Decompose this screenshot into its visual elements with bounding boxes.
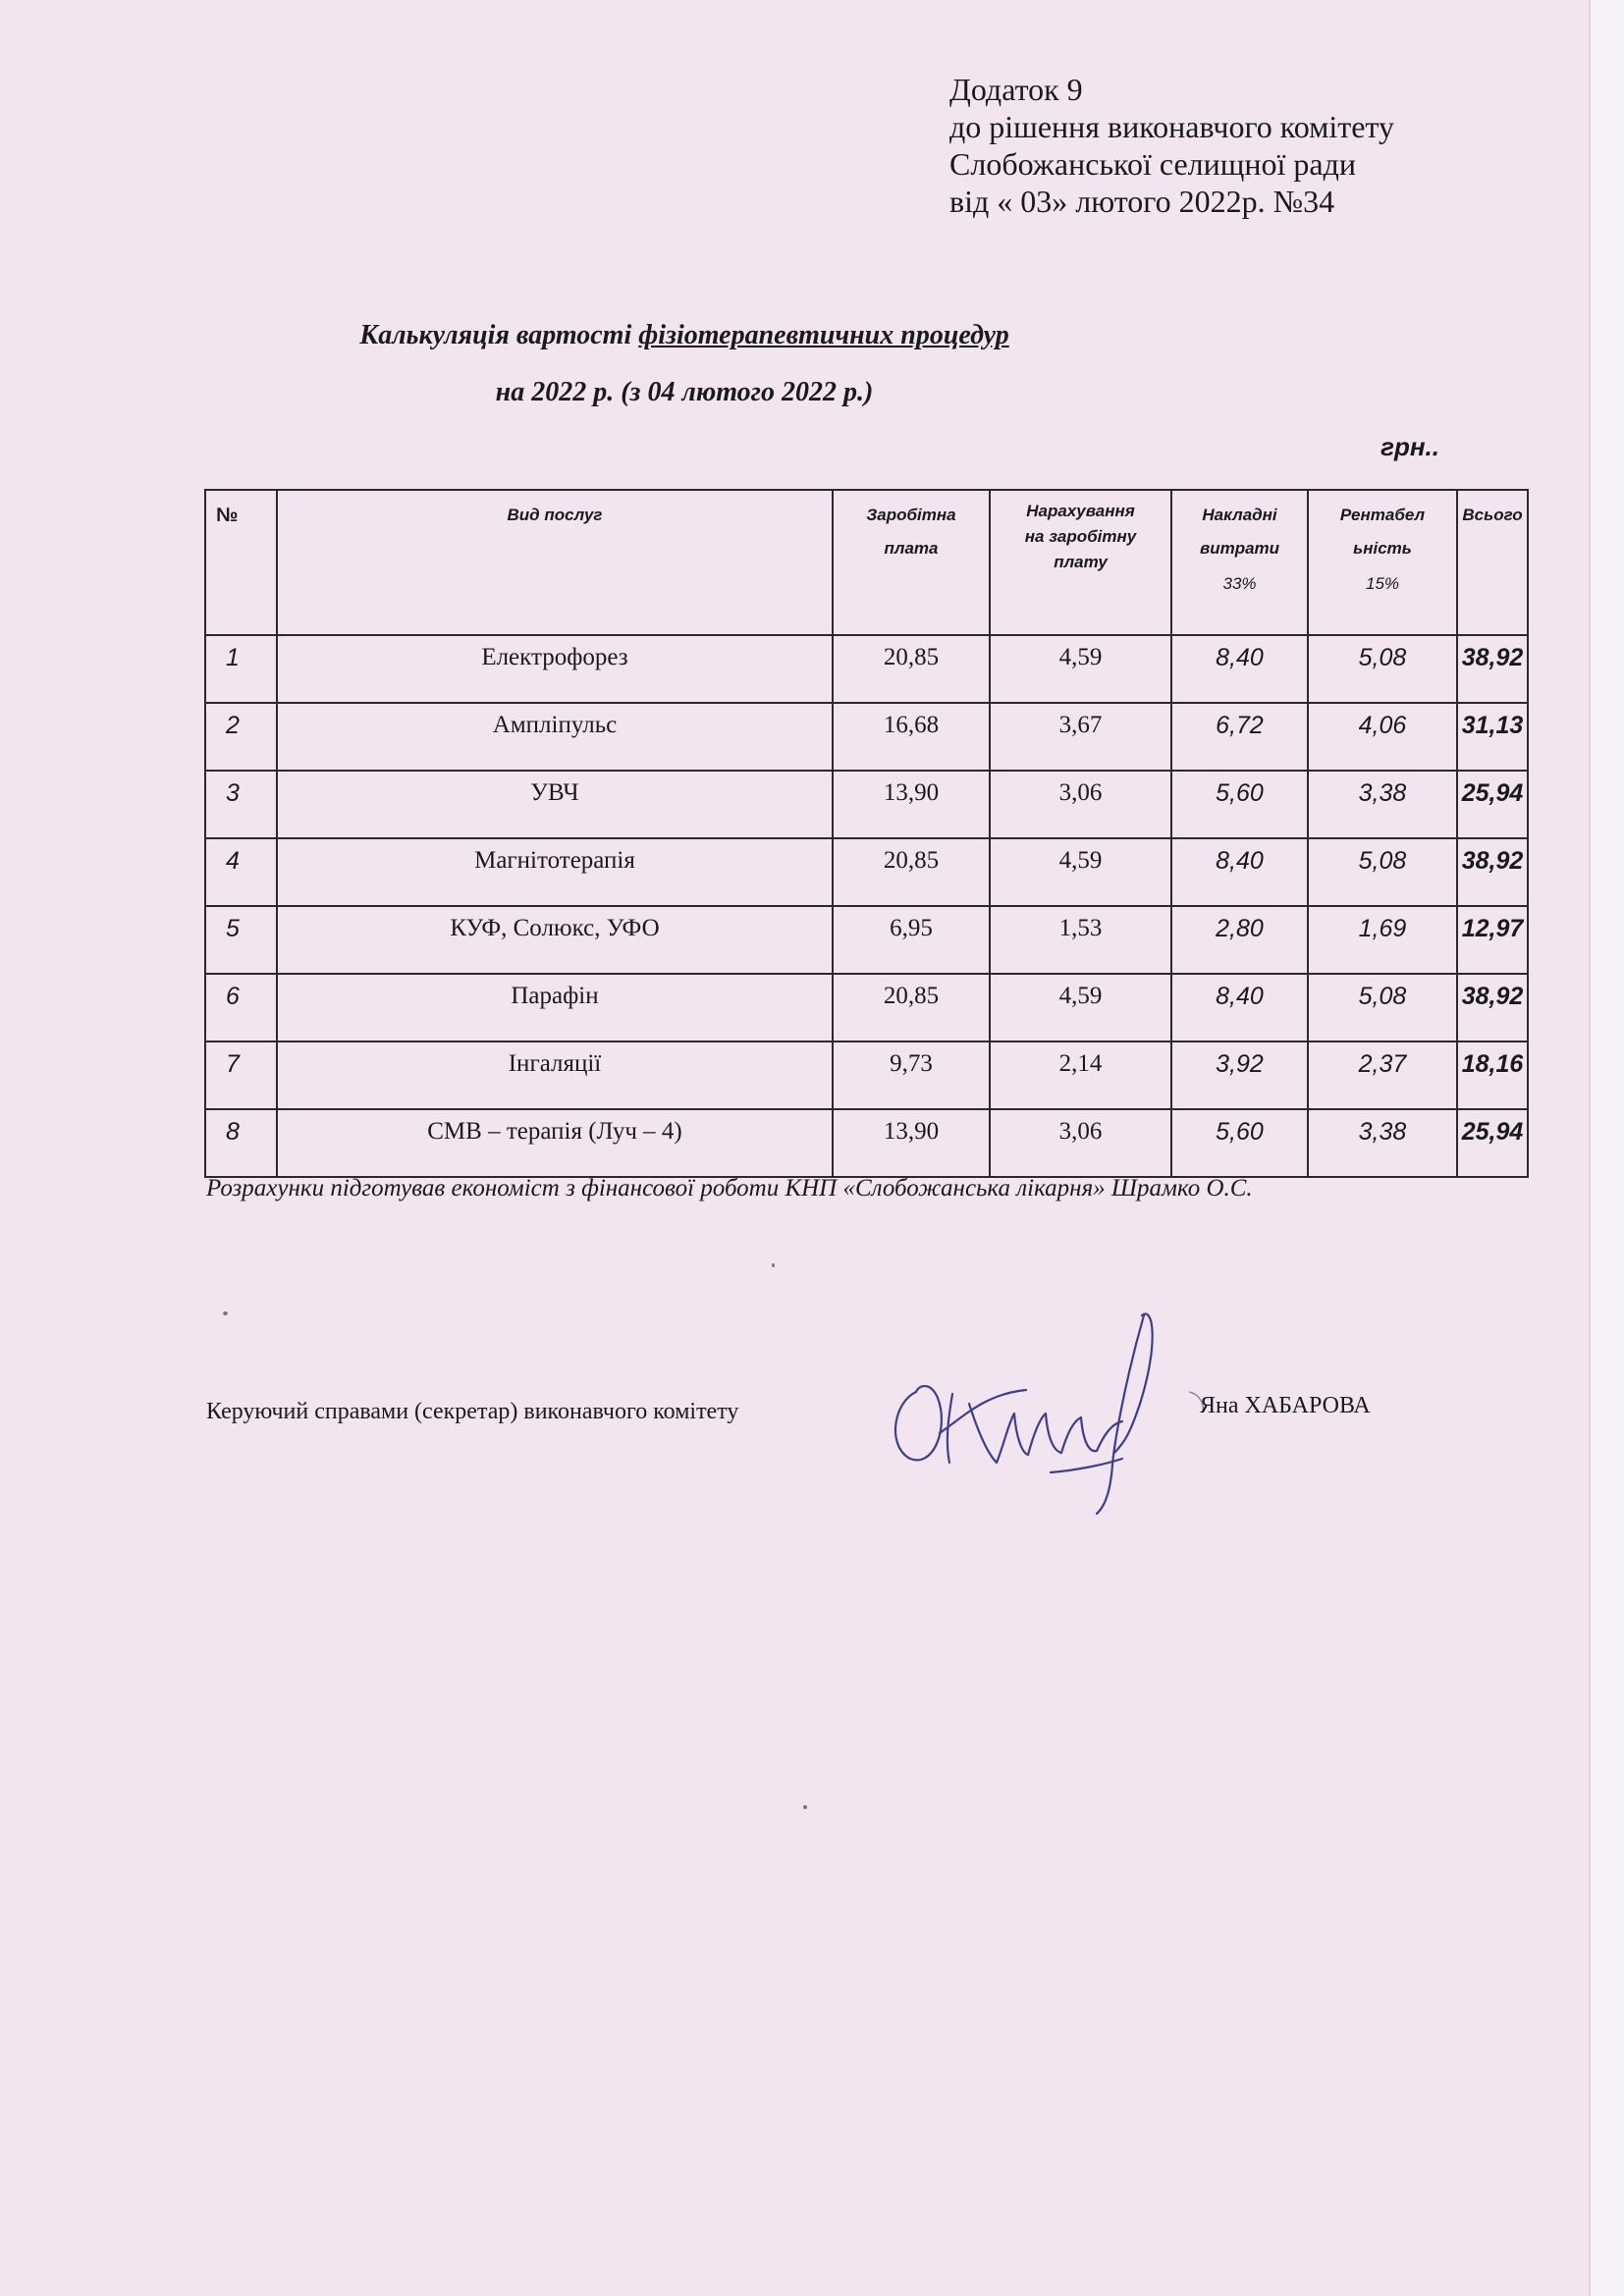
total-value: 12,97 bbox=[1457, 906, 1528, 974]
overhead-value: 5,60 bbox=[1171, 1109, 1308, 1177]
row-number: 5 bbox=[205, 906, 277, 974]
cost-table bbox=[204, 489, 1529, 1178]
service-name: Магнітотерапія bbox=[277, 838, 833, 906]
salary-value: 9,73 bbox=[833, 1041, 990, 1109]
accrual-value: 3,67 bbox=[990, 703, 1171, 771]
table-row bbox=[205, 838, 1528, 906]
table-row bbox=[205, 906, 1528, 974]
header-profitability: Рентабел ьність 15% bbox=[1308, 490, 1457, 635]
total-value: 18,16 bbox=[1457, 1041, 1528, 1109]
profitability-value: 3,38 bbox=[1308, 1109, 1457, 1177]
service-name: Електрофорез bbox=[277, 635, 833, 703]
appendix-number: Додаток 9 bbox=[949, 72, 1083, 107]
decision-date: від « 03» лютого 2022р. №34 bbox=[949, 184, 1335, 219]
salary-value: 20,85 bbox=[833, 838, 990, 906]
table-row bbox=[205, 1041, 1528, 1109]
service-name: Ампліпульс bbox=[277, 703, 833, 771]
total-value: 38,92 bbox=[1457, 838, 1528, 906]
row-number: 1 bbox=[205, 635, 277, 703]
accrual-value: 4,59 bbox=[990, 974, 1171, 1041]
table-row bbox=[205, 1109, 1528, 1177]
header-accrual: Нарахування на заробітну плату bbox=[990, 490, 1171, 635]
header-service: Вид послуг bbox=[277, 490, 833, 635]
total-value: 25,94 bbox=[1457, 771, 1528, 838]
accrual-value: 1,53 bbox=[990, 906, 1171, 974]
total-value: 38,92 bbox=[1457, 635, 1528, 703]
profitability-value: 5,08 bbox=[1308, 838, 1457, 906]
scan-speck bbox=[223, 1311, 228, 1315]
appendix-header bbox=[949, 71, 1394, 220]
header-no: № bbox=[205, 490, 277, 635]
accrual-value: 4,59 bbox=[990, 838, 1171, 906]
profitability-value: 5,08 bbox=[1308, 974, 1457, 1041]
table-row bbox=[205, 703, 1528, 771]
table-row bbox=[205, 771, 1528, 838]
manager-role: Керуючий справами (секретар) виконавчого комітету bbox=[206, 1399, 739, 1424]
handwritten-signature bbox=[879, 1296, 1213, 1522]
overhead-value: 8,40 bbox=[1171, 838, 1308, 906]
header-overhead: Накладні витрати 33% bbox=[1171, 490, 1308, 635]
profitability-value: 3,38 bbox=[1308, 771, 1457, 838]
overhead-value: 5,60 bbox=[1171, 771, 1308, 838]
overhead-value: 8,40 bbox=[1171, 635, 1308, 703]
prepared-by-note: Розрахунки підготував економіст з фінансової роботи КНП «Слобожанська лікарня» Шрамко О.С. bbox=[206, 1175, 1253, 1201]
council-name: Слобожанської селищної ради bbox=[949, 146, 1356, 182]
service-name: КУФ, Солюкс, УФО bbox=[277, 906, 833, 974]
total-value: 38,92 bbox=[1457, 974, 1528, 1041]
salary-value: 20,85 bbox=[833, 635, 990, 703]
currency-unit: грн.. bbox=[1380, 432, 1439, 461]
salary-value: 13,90 bbox=[833, 771, 990, 838]
row-number: 2 bbox=[205, 703, 277, 771]
total-value: 31,13 bbox=[1457, 703, 1528, 771]
profitability-value: 2,37 bbox=[1308, 1041, 1457, 1109]
row-number: 6 bbox=[205, 974, 277, 1041]
service-name: УВЧ bbox=[277, 771, 833, 838]
accrual-value: 4,59 bbox=[990, 635, 1171, 703]
overhead-value: 6,72 bbox=[1171, 703, 1308, 771]
salary-value: 13,90 bbox=[833, 1109, 990, 1177]
table-header-row bbox=[205, 490, 1528, 635]
accrual-value: 3,06 bbox=[990, 1109, 1171, 1177]
row-number: 7 bbox=[205, 1041, 277, 1109]
salary-value: 16,68 bbox=[833, 703, 990, 771]
header-total: Всього bbox=[1457, 490, 1528, 635]
overhead-value: 8,40 bbox=[1171, 974, 1308, 1041]
title-prefix: Калькуляція вартості bbox=[359, 320, 639, 350]
row-number: 3 bbox=[205, 771, 277, 838]
table-row bbox=[205, 635, 1528, 703]
decision-reference: до рішення виконавчого комітету bbox=[949, 109, 1394, 144]
service-name: Парафін bbox=[277, 974, 833, 1041]
profitability-value: 4,06 bbox=[1308, 703, 1457, 771]
manager-name: Яна ХАБАРОВА bbox=[1200, 1393, 1371, 1418]
total-value: 25,94 bbox=[1457, 1109, 1528, 1177]
overhead-value: 2,80 bbox=[1171, 906, 1308, 974]
service-name: Інгаляції bbox=[277, 1041, 833, 1109]
table-row bbox=[205, 974, 1528, 1041]
header-salary: Заробітна плата bbox=[833, 490, 990, 635]
row-number: 4 bbox=[205, 838, 277, 906]
profitability-value: 1,69 bbox=[1308, 906, 1457, 974]
title-period: на 2022 р. (з 04 лютого 2022 р.) bbox=[495, 377, 874, 407]
overhead-value: 3,92 bbox=[1171, 1041, 1308, 1109]
salary-value: 6,95 bbox=[833, 906, 990, 974]
service-name: СМВ – терапія (Луч – 4) bbox=[277, 1109, 833, 1177]
accrual-value: 3,06 bbox=[990, 771, 1171, 838]
document-title bbox=[0, 319, 1589, 409]
profitability-value: 5,08 bbox=[1308, 635, 1457, 703]
accrual-value: 2,14 bbox=[990, 1041, 1171, 1109]
title-underlined: фізіотерапевтичних процедур bbox=[638, 320, 1009, 350]
salary-value: 20,85 bbox=[833, 974, 990, 1041]
scan-speck bbox=[803, 1805, 807, 1809]
row-number: 8 bbox=[205, 1109, 277, 1177]
scan-speck bbox=[772, 1263, 775, 1267]
